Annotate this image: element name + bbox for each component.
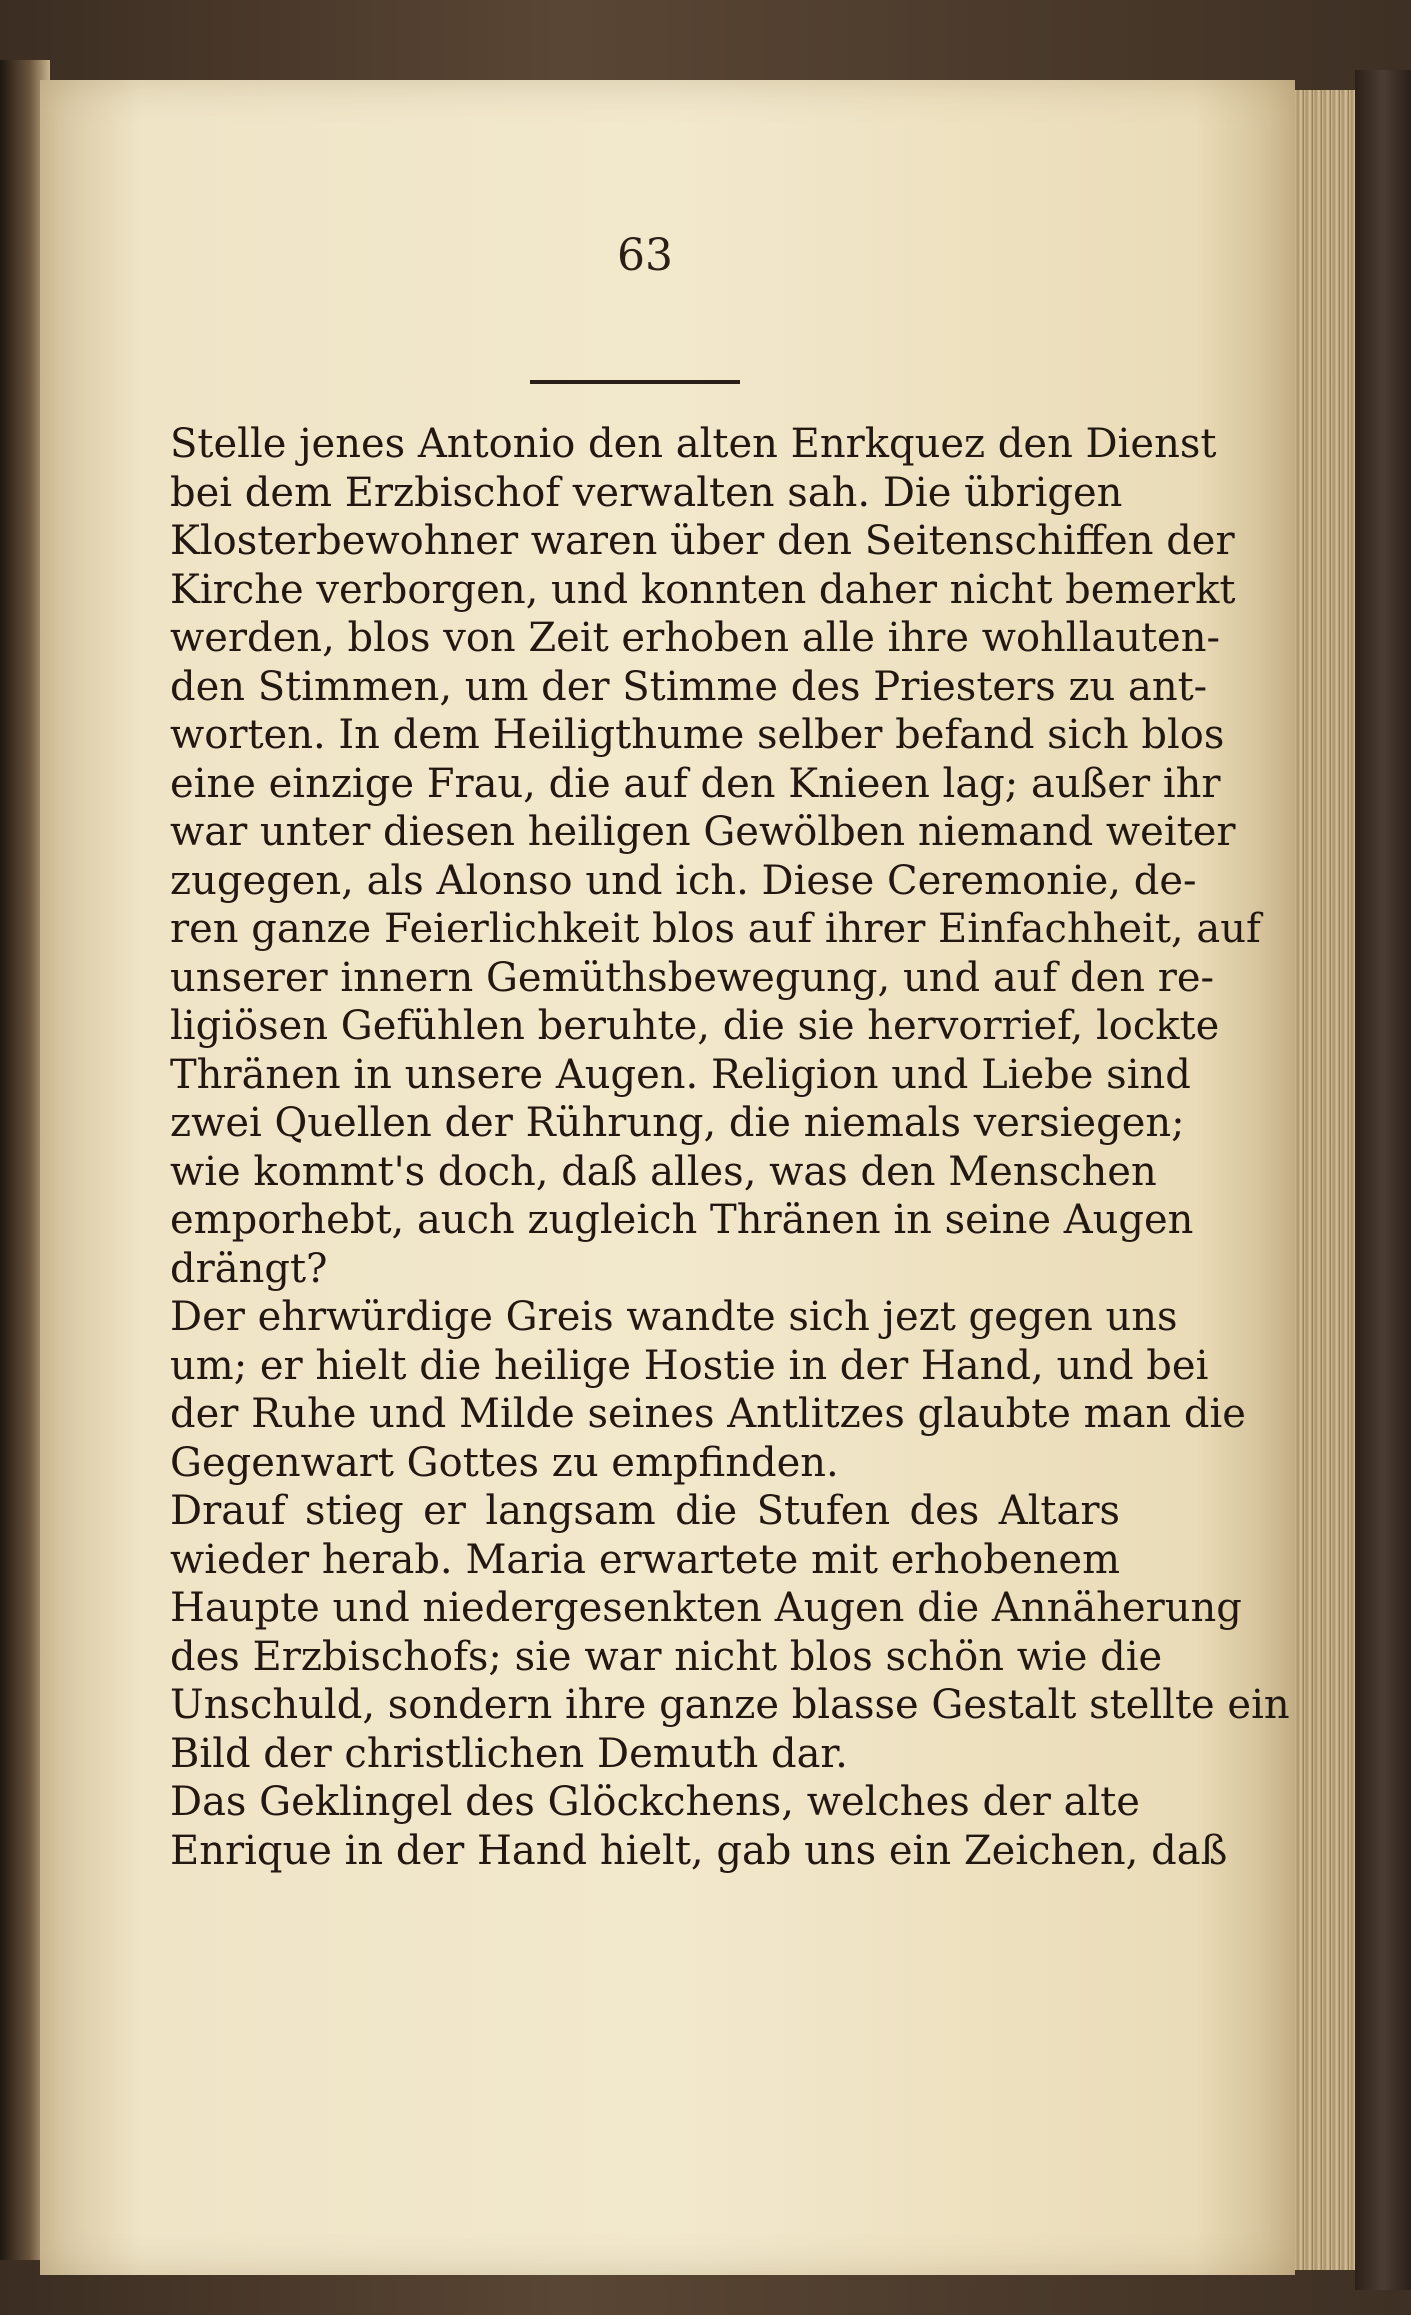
text-line: ren ganze Feierlichkeit blos auf ihrer Einfachheit, auf	[170, 906, 1261, 952]
body-text	[170, 420, 1290, 1875]
text-line: Bild der christlichen Demuth dar.	[170, 1730, 848, 1777]
text-line: des Erzbischofs; sie war nicht blos schön wie die	[170, 1633, 1163, 1680]
text-line: Haupte und niedergesenkten Augen die Annäherung	[170, 1585, 1242, 1631]
text-line: worten. In dem Heiligthume selber befand sich blos	[170, 712, 1225, 758]
text-line: drängt?	[170, 1245, 328, 1292]
text-line: Das Geklingel des Glöckchens, welches der alte	[170, 1779, 1140, 1825]
text-line: ligiösen Gefühlen beruhte, die sie hervorrief, lockte	[170, 1003, 1220, 1049]
text-line: eine einzige Frau, die auf den Knieen lag; außer ihr	[170, 760, 1221, 807]
text-line: war unter diesen heiligen Gewölben niemand weiter	[170, 809, 1236, 855]
text-line: Stelle jenes Antonio den alten Enrkquez den Dienst	[170, 421, 1217, 467]
text-line: um; er hielt die heilige Hostie in der Hand, und bei	[170, 1342, 1209, 1389]
text-line: emporhebt, auch zugleich Thränen in seine Augen	[170, 1197, 1194, 1243]
text-line: wie kommt's doch, daß alles, was den Menschen	[170, 1148, 1157, 1195]
text-line: den Stimmen, um der Stimme des Priesters zu ant-	[170, 663, 1208, 710]
text-line: Unschuld, sondern ihre ganze blasse Gestalt stellte ein	[170, 1682, 1290, 1728]
text-line: werden, blos von Zeit erhoben alle ihre wohllauten-	[170, 615, 1220, 661]
text-line: Thränen in unsere Augen. Religion und Liebe sind	[170, 1051, 1191, 1098]
text-line: wieder herab. Maria erwartete mit erhobenem	[170, 1536, 1120, 1583]
text-line: Der ehrwürdige Greis wandte sich jezt gegen uns	[170, 1294, 1178, 1340]
text-line: Enrique in der Hand hielt, gab uns ein Zeichen, daß	[170, 1827, 1228, 1874]
book-page	[40, 80, 1295, 2275]
page-number: 63	[617, 230, 673, 281]
text-line: unserer innern Gemüthsbewegung, und auf den re-	[170, 954, 1215, 1001]
text-line: Gegenwart Gottes zu empfinden.	[170, 1439, 839, 1486]
text-line: bei dem Erzbischof verwalten sah. Die übrigen	[170, 469, 1123, 516]
header-rule	[530, 380, 740, 384]
text-line: Drauf stieg er langsam die Stufen des Altars	[170, 1488, 1120, 1534]
text-line: Kirche verborgen, und konnten daher nicht bemerkt	[170, 566, 1236, 613]
text-line: der Ruhe und Milde seines Antlitzes glaubte man die	[170, 1391, 1246, 1437]
book-cover-edge	[1355, 70, 1411, 2290]
page-stack-edges	[1295, 90, 1355, 2270]
text-line: zugegen, als Alonso und ich. Diese Ceremonie, de-	[170, 857, 1197, 904]
text-line: Klosterbewohner waren über den Seitenschiffen der	[170, 518, 1235, 564]
text-line: zwei Quellen der Rührung, die niemals versiegen;	[170, 1100, 1185, 1146]
